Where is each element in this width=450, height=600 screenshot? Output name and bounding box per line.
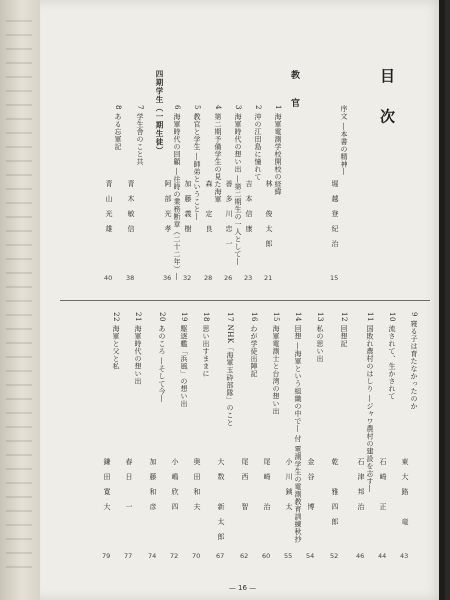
toc-entry-title: 17 NHK「海軍玉砕部隊」のこと [226,312,234,427]
toc-entry-title: 13 私の思い出 [316,312,324,363]
toc-entry-author: 阿 部 光 孝 [164,180,172,233]
toc-entry-page: 40 [104,274,113,282]
toc-entry-title: 7 学生舎のこと共 [136,105,144,166]
toc-entry-page: 70 [192,552,201,560]
toc-entry-author: 堀 越 登 紀 治 [331,180,339,248]
toc-entry-author: 森 定 良 [205,180,213,233]
toc-entry-author: 尾 崎 治 [263,458,271,511]
toc-entry-title: 12 回想記 [340,312,348,348]
toc-entry-author: 乾 雅 四 郎 [331,458,339,526]
toc-entry-title: 2 沖の江田島に憧れて [254,105,262,181]
toc-entry-page: 67 [216,552,225,560]
toc-entry-page: 28 [204,274,213,282]
toc-entry-author: 東 大 路 竜 [401,458,409,526]
toc-entry-author: 尾 西 智 [241,458,249,511]
toc-entry-page: 79 [102,552,111,560]
toc-entry-author: 鎌 田 寛 大 [103,458,111,511]
toc-entry-author: 吉 本 信 康 [245,180,253,233]
toc-entry-author: 石 崎 正 [379,458,387,511]
toc-entry-page: 21 [264,274,273,282]
page-shadow-right [439,0,445,600]
toc-entry-title: 22 海軍と父と私 [112,312,120,370]
toc-entry-author: 加 藤 和 彦 [149,458,157,511]
toc-entry-page: 74 [148,552,157,560]
toc-entry-author: 青 山 光 雄 [105,180,113,233]
toc-entry-author: 春 日 一 [125,458,133,511]
toc-entry-title: 6 海軍時代の回顧 ―往時の業務断章（二十二年）― [173,105,181,281]
toc-entry-author: 加 藤 義 樹 [184,180,192,233]
toc-entry-page: 36 [163,274,172,282]
toc-entry-title: 序文 ―本書の精神― [340,105,348,176]
section-heading-instructors: 教 官 [289,70,299,112]
section-heading-students: 四期学生（一期生徒） [155,70,164,155]
toc-entry-title: 18 思い出すままに [202,312,210,378]
adjacent-page-text-ghost [6,20,32,580]
toc-entry-page: 72 [170,552,179,560]
toc-entry-page: 62 [240,552,249,560]
toc-entry-title: 4 第二期予備学生の見た海軍 [214,105,222,203]
toc-entry-page: 52 [330,552,339,560]
toc-entry-page: 23 [244,274,253,282]
toc-entry-title: 5 教官と学生 ―師弟ということ― [193,105,201,221]
half-divider [60,300,430,301]
toc-entry-author: 石 津 邦 治 [357,458,365,511]
toc-entry-author: 小 川 銕 太 [285,458,293,511]
toc-entry-page: 77 [124,552,133,560]
toc-entry-title: 1 海軍電測学校開校の経緯 [274,105,282,196]
toc-entry-title: 21 海軍時代の想い出 [134,312,142,385]
toc-entry-author: 林 俊 太 郎 [265,180,273,248]
toc-entry-page: 46 [356,552,365,560]
toc-entry-page: 43 [400,552,409,560]
toc-entry-author: 奥 田 和 夫 [193,458,201,511]
toc-entry-title: 14 回想 ―海軍という組織の中で― 付 電測学生の電測教育訓練秋抄 [294,312,302,543]
toc-entry-title: 8 ある忘軍記 [114,105,122,151]
toc-entry-author: 青 木 敏 信 [127,180,135,233]
toc-title: 目 次 [378,68,396,134]
toc-entry-author: 大 数 新 太 郎 [217,458,225,541]
toc-entry-page: 38 [126,274,135,282]
toc-entry-page: 55 [284,552,293,560]
toc-entry-page: 60 [262,552,271,560]
book-page [40,0,445,600]
toc-entry-page: 15 [330,274,339,282]
toc-entry-title: 9 寝る子は育たなかったのか [410,312,418,410]
toc-entry-title: 15 海軍電測士と台湾の想い出 [272,312,280,415]
page-number: — 16 — [228,584,257,592]
toc-entry-page: 44 [378,552,387,560]
toc-entry-title: 10 流されて、生かされて [388,312,396,400]
toc-entry-title: 3 海軍時代の想い出 ―第二期生の一人として― [234,105,242,266]
toc-entry-title: 19 駆逐艦「浜風」の想い出 [180,312,188,408]
toc-entry-title: 11 国敗れ農村のはしり ―ジャワ農村の建設を志す― [366,312,374,493]
adjacent-page-edge [0,0,41,600]
toc-entry-page: 26 [224,274,233,282]
toc-entry-page: 32 [183,274,192,282]
toc-entry-author: 小 嶋 欣 四 [171,458,179,511]
toc-entry-title: 16 わが学徒出陣記 [250,312,258,378]
toc-entry-title: 20 あのころ ―そして今― [158,312,166,403]
toc-entry-page: 54 [306,552,315,560]
toc-entry-author: 金 谷 博 [307,458,315,511]
toc-entry-author: 善 多 川 忠 一 [225,180,233,248]
